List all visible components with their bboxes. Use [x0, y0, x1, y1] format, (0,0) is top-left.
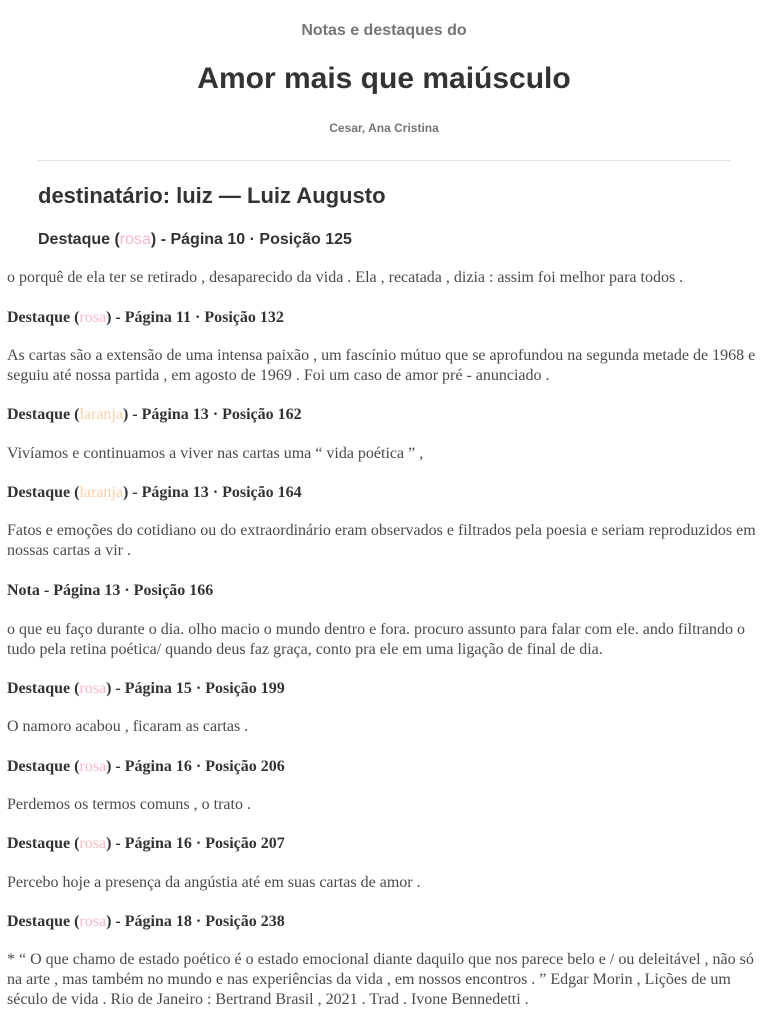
heading-prefix: Destaque (: [7, 913, 80, 930]
highlight-text: Fatos e emoções do cotidiano ou do extraordinário eram observados e filtrados pela poesia e seriam reproduzidos em nossas cartas a vir .: [7, 522, 756, 559]
header-divider: [38, 160, 730, 161]
highlight-text: Vivíamos e continuamos a viver nas cartas uma “ vida poética ” ,: [7, 445, 424, 462]
color-label: rosa: [79, 835, 107, 852]
color-label: rosa: [79, 758, 107, 775]
color-label: laranja: [79, 484, 123, 501]
note-text: o que eu faço durante o dia. olho macio o mundo dentro e fora. procuro assunto para falar com ele. ando filtrando o tudo pela retina poética/ quando deus faz graça, conto pra ele em uma ligação de final de dia.: [7, 621, 745, 658]
highlight-heading: [7, 758, 285, 776]
highlight-heading: [38, 231, 352, 249]
highlight-text: As cartas são a extensão de uma intensa paixão , um fascínio mútuo que se aprofundou na segunda metade de 1968 e seguiu até nossa partida , em agosto de 1969 . Foi um caso de amor pré - anunciado .: [7, 347, 756, 384]
color-label: rosa: [79, 309, 107, 326]
highlight-heading: [7, 406, 302, 424]
heading-prefix: Destaque (: [38, 231, 120, 248]
highlight-heading: [7, 309, 284, 327]
heading-suffix: ) - Página 13 · Posição 162: [122, 406, 302, 423]
heading-prefix: Destaque (: [7, 758, 80, 775]
highlight-text: Percebo hoje a presença da angústia até em suas cartas de amor .: [7, 874, 421, 891]
color-label: rosa: [119, 231, 151, 248]
heading-prefix: Destaque (: [7, 680, 80, 697]
heading-suffix: ) - Página 10 · Posição 125: [150, 231, 352, 248]
heading-suffix: ) - Página 13 · Posição 164: [122, 484, 302, 501]
heading-prefix: Destaque (: [7, 484, 80, 501]
color-label: rosa: [79, 913, 107, 930]
section-title: destinatário: luiz — Luiz Augusto: [38, 183, 386, 208]
heading-suffix: ) - Página 16 · Posição 207: [106, 835, 285, 852]
highlight-heading: [7, 680, 285, 698]
heading-suffix: ) - Página 11 · Posição 132: [106, 309, 284, 326]
highlight-heading: [7, 484, 302, 502]
highlight-text: O namoro acabou , ficaram as cartas .: [7, 718, 249, 735]
highlight-text: * “ O que chamo de estado poético é o estado emocional diante daquilo que nos parece belo e / ou deleitável , não só na arte , mas também no mundo e nas experiências da vida , em nossos encontros . ” Edgar Morin , Lições de um século de vida . Rio de Janeiro : Bertrand Brasil , 2021 . Trad . Ivone Bennedetti .: [7, 951, 754, 1008]
highlight-text: Perdemos os termos comuns , o trato .: [7, 796, 251, 813]
highlight-heading: [7, 913, 285, 931]
color-label: laranja: [79, 406, 123, 423]
highlight-text: o porquê de ela ter se retirado , desaparecido da vida . Ela , recatada , dizia : assim foi melhor para todos .: [7, 269, 684, 286]
heading-prefix: Destaque (: [7, 835, 80, 852]
book-author: Cesar, Ana Cristina: [329, 121, 439, 135]
highlight-heading: [7, 835, 285, 853]
heading-prefix: Destaque (: [7, 406, 80, 423]
book-title: Amor mais que maiúsculo: [197, 62, 571, 95]
heading-prefix: Destaque (: [7, 309, 80, 326]
page-subtitle: Notas e destaques do: [301, 22, 467, 39]
heading-suffix: ) - Página 18 · Posição 238: [106, 913, 285, 930]
color-label: rosa: [79, 680, 107, 697]
note-heading: Nota - Página 13 · Posição 166: [7, 582, 214, 599]
heading-suffix: ) - Página 15 · Posição 199: [106, 680, 285, 697]
heading-suffix: ) - Página 16 · Posição 206: [106, 758, 285, 775]
